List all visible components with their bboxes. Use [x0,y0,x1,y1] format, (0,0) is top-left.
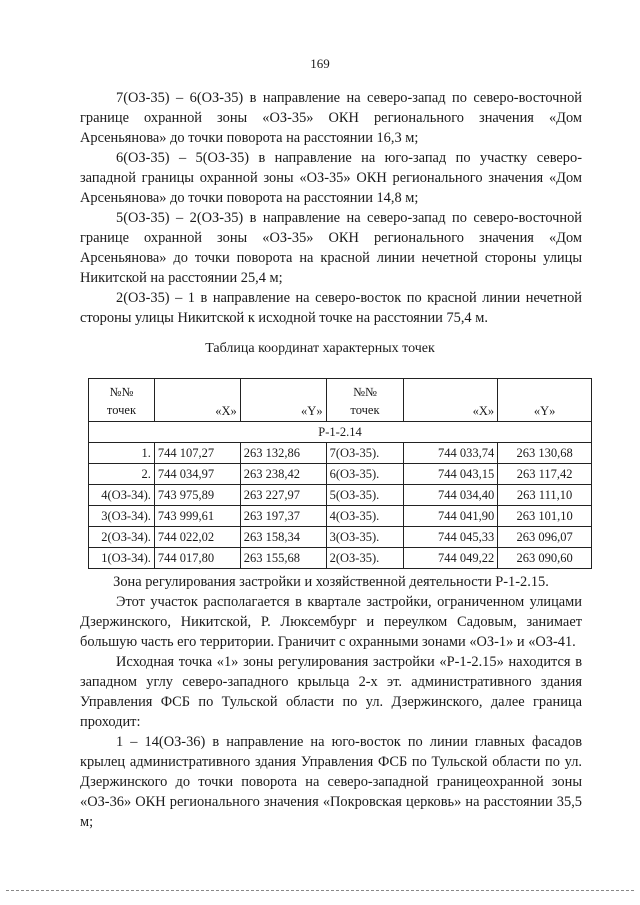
cell: 743 999,61 [154,506,240,527]
cell: 744 033,74 [404,443,498,464]
table-row [89,485,592,506]
table-row [89,443,592,464]
cell: 744 034,40 [404,485,498,506]
cell: 744 041,90 [404,506,498,527]
zone-row [89,422,592,443]
header-point-number [326,379,404,422]
cell: 263 238,42 [240,464,326,485]
header-y: «Y» [498,379,592,422]
header-x: «X» [154,379,240,422]
cell: 744 043,15 [404,464,498,485]
cell: 3(ОЗ-35). [326,527,404,548]
table-caption: Таблица координат характерных точек [205,341,435,356]
cell: 1. [89,443,155,464]
cell: 263 132,86 [240,443,326,464]
text-block-bottom [80,572,582,832]
cell: 5(ОЗ-35). [326,485,404,506]
cell: 263 227,97 [240,485,326,506]
cell: 263 117,42 [498,464,592,485]
cell: 3(ОЗ-34). [89,506,155,527]
cell: 263 155,68 [240,548,326,569]
cell: 6(ОЗ-35). [326,464,404,485]
zone-label: Р-1-2.14 [89,422,592,443]
header-num-top: №№ [109,385,134,399]
cell: 263 158,34 [240,527,326,548]
header-num-bottom: точек [350,403,380,417]
table-header-row [89,379,592,422]
page-bottom-rule [6,890,634,891]
cell: 744 017,80 [154,548,240,569]
cell: 744 049,22 [404,548,498,569]
cell: 263 096,07 [498,527,592,548]
text-block-top [80,88,582,328]
cell: 2(ОЗ-34). [89,527,155,548]
cell: 4(ОЗ-35). [326,506,404,527]
cell: 744 034,97 [154,464,240,485]
paragraph: 6(ОЗ-35) – 5(ОЗ-35) в направление на юго-запад по участку северо-западной границы охранной зоны «ОЗ-35» ОКН регионального значения «Дом Арсеньянова» до точки поворота на расстоянии 14,8 м; [80,150,582,206]
cell: 263 197,37 [240,506,326,527]
cell: 744 045,33 [404,527,498,548]
paragraph: Этот участок располагается в квартале застройки, ограниченном улицами Дзержинского, Никитской, Р. Люксембург и переулком Садовым, занимает большую часть его территории. Граничит с охранными зонами «ОЗ-1» и «ОЗ-41. [80,594,582,650]
cell: 263 090,60 [498,548,592,569]
cell: 263 130,68 [498,443,592,464]
table-row [89,506,592,527]
cell: 263 101,10 [498,506,592,527]
table-row [89,527,592,548]
header-num-top: №№ [353,385,377,399]
header-num-bottom: точек [106,403,137,417]
header-y: «Y» [240,379,326,422]
table-row [89,548,592,569]
page-number: 169 [310,56,330,71]
paragraph: Исходная точка «1» зоны регулирования застройки «Р-1-2.15» находится в западном углу северо-западного крыльца 2-х эт. административного здания Управления ФСБ по Тульской области по ул. Дзержинского, далее граница проходит: [80,654,582,730]
cell: 743 975,89 [154,485,240,506]
paragraph: 1 – 14(ОЗ-36) в направление на юго-восток по линии главных фасадов крылец административного здания Управления ФСБ по Тульской области по ул. Дзержинского до точки поворота на северо-западной границеохранной зоны «ОЗ-36» ОКН регионального значения «Покровская церковь» на расстоянии 35,5 м; [80,734,582,830]
header-x: «X» [404,379,498,422]
header-point-number [89,379,155,422]
paragraph: 2(ОЗ-35) – 1 в направление на северо-восток по красной линии нечетной стороны улицы Никитской к исходной точке на расстоянии 75,4 м. [80,290,582,326]
cell: 744 107,27 [154,443,240,464]
cell: 2(ОЗ-35). [326,548,404,569]
paragraph: 5(ОЗ-35) – 2(ОЗ-35) в направление на северо-запад по северо-восточной границе охранной зоны «ОЗ-35» ОКН регионального значения «Дом Арсеньянова» до точки поворота на красной линии нечетной стороны улицы Никитской на расстоянии 25,4 м; [80,210,582,286]
cell: 744 022,02 [154,527,240,548]
cell: 1(ОЗ-34). [89,548,155,569]
cell: 263 111,10 [498,485,592,506]
cell: 7(ОЗ-35). [326,443,404,464]
table-row [89,464,592,485]
paragraph: 7(ОЗ-35) – 6(ОЗ-35) в направление на северо-запад по северо-восточной границе охранной зоны «ОЗ-35» ОКН регионального значения «Дом Арсеньянова» до точки поворота на расстоянии 16,3 м; [80,90,582,146]
cell: 4(ОЗ-34). [89,485,155,506]
cell: 2. [89,464,155,485]
coordinates-table [88,378,592,569]
zone-title: Зона регулирования застройки и хозяйственной деятельности Р-1-2.15. [113,574,549,590]
